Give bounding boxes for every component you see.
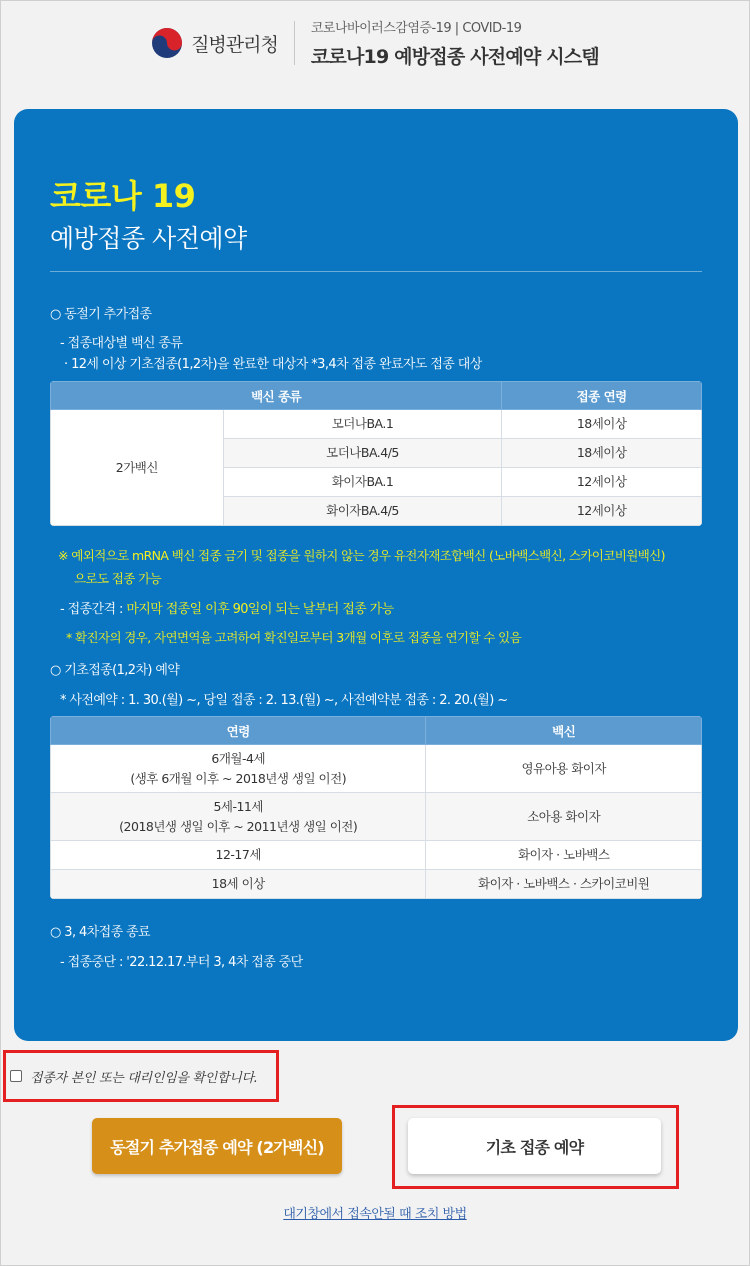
- table-row: [51, 870, 702, 899]
- hero-subtitle: 예방접종 사전예약: [50, 224, 247, 253]
- table-cell-group: 2가백신: [51, 410, 224, 526]
- age-range: 6개월-4세: [211, 751, 266, 767]
- interval-label: - 접종간격 :: [60, 602, 127, 617]
- table-cell: 모더나BA.4/5: [223, 439, 502, 468]
- table-cell: [51, 793, 426, 841]
- exception-note-continued: 으로도 접종 가능: [74, 571, 162, 586]
- table-header: 접종 연령: [502, 382, 702, 410]
- booster-target-text: · 12세 이상 기초접종(1,2차)을 완료한 대상자 *3,4차 접종 완료자도 접종 대상: [64, 357, 482, 372]
- page-title: 코로나19 예방접종 사전예약 시스템: [310, 46, 599, 68]
- table-cell: 18세이상: [502, 439, 702, 468]
- agency-name: 질병관리청: [191, 33, 278, 56]
- table-cell: 18세 이상: [51, 870, 426, 899]
- divider: [50, 271, 702, 272]
- header-subtitle: 코로나바이러스감염증-19 | COVID-19: [310, 21, 522, 36]
- exception-note: ※ 예외적으로 mRNA 백신 접종 금기 및 접종을 원하지 않는 경우 유전자재조합백신 (노바백스백신, 스카이코비원백신): [58, 548, 665, 563]
- age-range-detail: (2018년생 생일 이후 ~ 2011년생 생일 이전): [119, 818, 358, 834]
- table-cell: 화이자 · 노바백스 · 스카이코비원: [426, 870, 702, 899]
- section-heading-booster: ○ 동절기 추가접종: [50, 307, 152, 322]
- table-cell: 모더나BA.1: [223, 410, 502, 439]
- booster-vaccine-table: [50, 381, 702, 526]
- identity-confirm-checkbox[interactable]: [10, 1070, 22, 1082]
- table-row: [51, 793, 702, 841]
- primary-schedule: * 사전예약 : 1. 30.(월) ~, 당일 접종 : 2. 13.(월) ~, 사전예약분 접종 : 2. 20.(월) ~: [60, 693, 508, 708]
- interval-value: 마지막 접종일 이후 90일이 되는 날부터 접종 가능: [126, 602, 394, 617]
- hero-title: 코로나 19: [50, 177, 196, 215]
- table-header: 연령: [51, 717, 426, 745]
- section-heading-primary: ○ 기초접종(1,2차) 예약: [50, 663, 180, 678]
- section-heading-end: ○ 3, 4차접종 종료: [50, 925, 151, 940]
- table-row: [51, 410, 702, 439]
- suspension-text: - 접종중단 : '22.12.17.부터 3, 4차 접종 중단: [60, 955, 303, 970]
- table-cell: 12세이상: [502, 497, 702, 526]
- primary-vaccine-table: [50, 716, 702, 899]
- site-header: [1, 1, 749, 85]
- table-cell: 화이자 · 노바백스: [426, 841, 702, 870]
- table-cell: 소아용 화이자: [426, 793, 702, 841]
- table-cell: 18세이상: [502, 410, 702, 439]
- table-cell: [51, 745, 426, 793]
- identity-confirm-area: [3, 1050, 279, 1102]
- identity-confirm-label[interactable]: 접종자 본인 또는 대리인임을 확인합니다.: [30, 1070, 258, 1086]
- interval-text: [60, 598, 394, 617]
- table-cell: 12-17세: [51, 841, 426, 870]
- table-row: [51, 841, 702, 870]
- age-range-detail: (생후 6개월 이후 ~ 2018년생 생일 이전): [130, 770, 347, 786]
- table-cell: 12세이상: [502, 468, 702, 497]
- table-cell: 화이자BA.1: [223, 468, 502, 497]
- agency-logo[interactable]: [151, 21, 295, 65]
- booster-vaccine-types-label: - 접종대상별 백신 종류: [60, 336, 183, 351]
- info-panel: [14, 109, 738, 1041]
- kdca-emblem-icon: [151, 27, 183, 59]
- table-header: 백신: [426, 717, 702, 745]
- help-link[interactable]: 대기창에서 접속안될 때 조치 방법: [283, 1207, 467, 1222]
- age-range: 5세-11세: [213, 799, 263, 815]
- confirmed-case-note: * 확진자의 경우, 자연면역을 고려하여 확진일로부터 3개월 이후로 접종을 연기할 수 있음: [66, 630, 522, 645]
- table-cell: 화이자BA.4/5: [223, 497, 502, 526]
- primary-reservation-button[interactable]: 기초 접종 예약: [408, 1118, 661, 1174]
- table-header: 백신 종류: [51, 382, 502, 410]
- table-cell: 영유아용 화이자: [426, 745, 702, 793]
- table-row: [51, 745, 702, 793]
- booster-reservation-button[interactable]: 동절기 추가접종 예약 (2가백신): [92, 1118, 342, 1174]
